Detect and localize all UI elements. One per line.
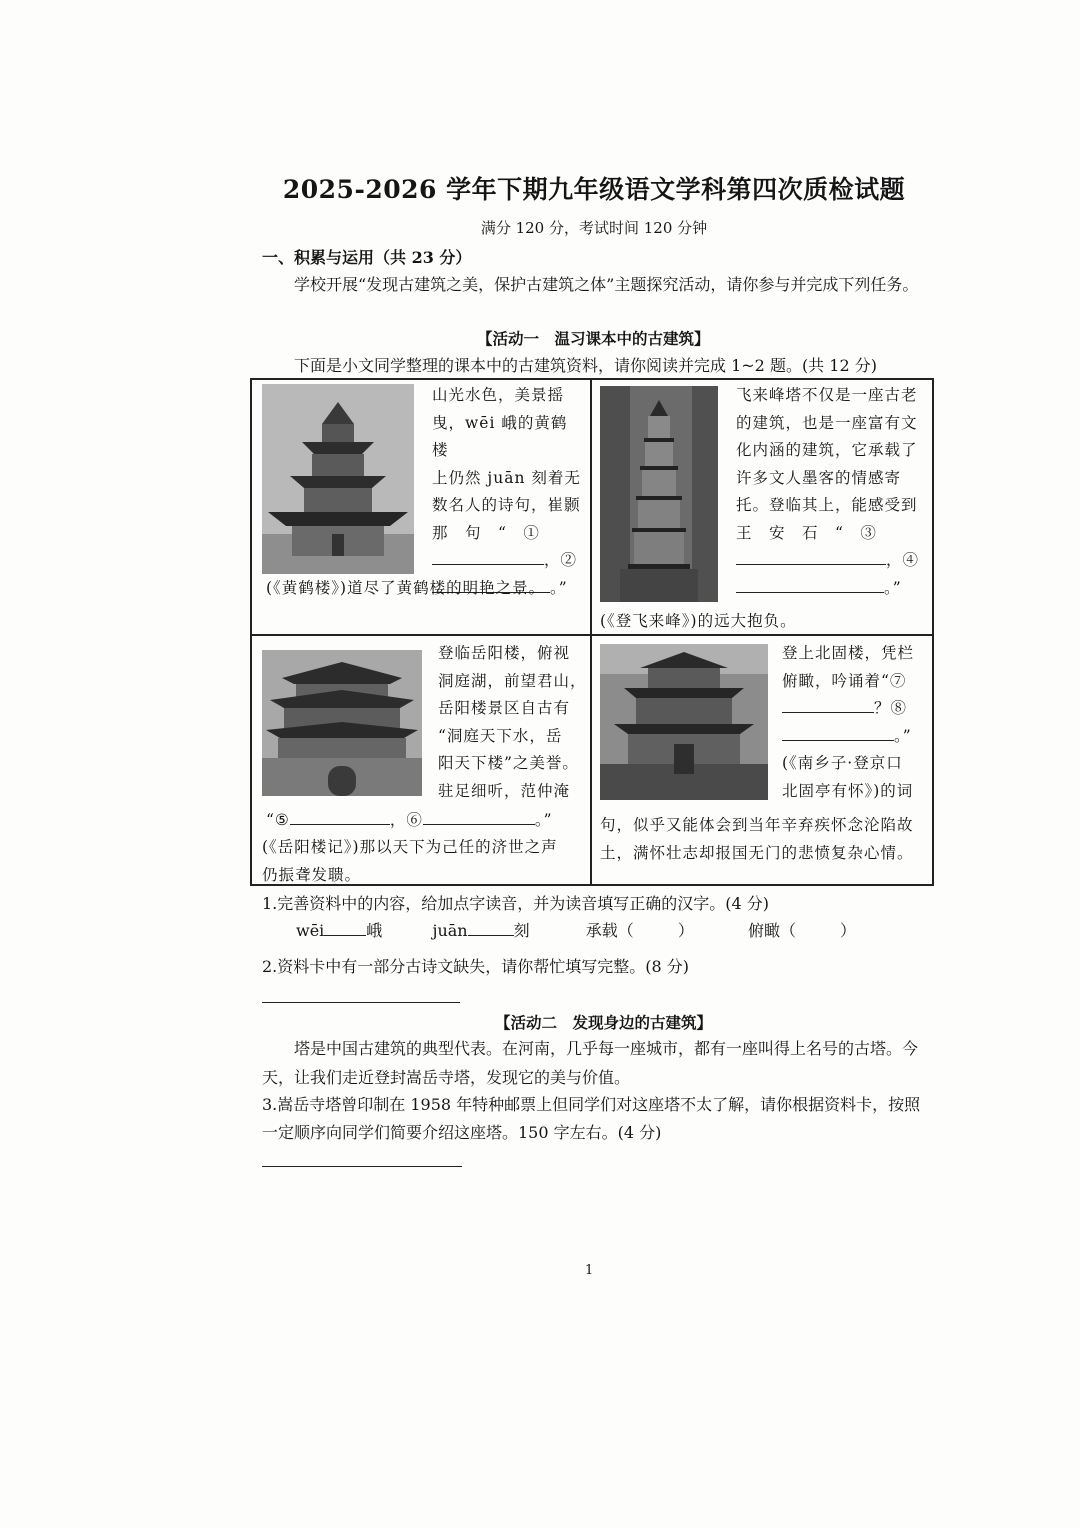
card1-line: 那 句 “ ① bbox=[432, 523, 540, 542]
card2-line: 的建筑，也是一座富有文 bbox=[736, 413, 918, 432]
card4-mark: ？⑧ bbox=[874, 699, 908, 717]
card4-text bbox=[782, 640, 930, 805]
card3-line: 登临岳阳楼，俯视 bbox=[438, 644, 571, 662]
blank-1[interactable] bbox=[432, 564, 544, 565]
pinyin-juan: juān bbox=[432, 921, 468, 940]
card2-source: (《登飞来峰》)的远大抱负。 bbox=[600, 612, 797, 630]
card4-line: 北固亭有怀》)的词 bbox=[782, 781, 914, 800]
question-3-answer-line[interactable] bbox=[262, 1165, 462, 1167]
card4-mark: 。” bbox=[894, 726, 912, 745]
blank-4[interactable] bbox=[736, 592, 884, 593]
beigu-pavilion-image bbox=[600, 644, 768, 800]
card2-line: 许多文人墨客的情感寄 bbox=[736, 468, 902, 487]
card1-mark: 。” bbox=[550, 578, 568, 597]
feilai-peak-pagoda-image bbox=[600, 386, 718, 602]
question-3: 3.嵩岳寺塔曾印制在 1958 年特种邮票上但同学们对这座塔不太了解，请你根据资料卡，按照一定顺序向同学们简要介绍这座塔。150 字左右。(4 分) bbox=[262, 1095, 921, 1142]
card3-line: 驻足细听，范仲淹 bbox=[438, 781, 571, 800]
answer-wei[interactable] bbox=[324, 935, 366, 936]
intro-paragraph: 学校开展“发现古建筑之美，保护古建筑之体”主题探究活动，请你参与并完成下列任务。 bbox=[294, 275, 919, 294]
card2-mark: 。” bbox=[884, 578, 902, 597]
exam-subtitle: 满分 120 分，考试时间 120 分钟 bbox=[480, 219, 708, 237]
word-fukan: 俯瞰（ bbox=[748, 921, 797, 940]
word-chengzai: 承载（ bbox=[585, 921, 634, 940]
paren-close: ） bbox=[840, 921, 857, 940]
activity2-paragraph: 塔是中国古建筑的典型代表。在河南，几乎每一座城市，都有一座叫得上名号的古塔。今天，让我们走近登封嵩岳寺塔，发现它的美与价值。 bbox=[262, 1039, 919, 1087]
activity1-desc: 下面是小文同学整理的课本中的古建筑资料，请你阅读并完成 1~2 题。(共 12 分) bbox=[294, 356, 877, 375]
card1-line: 山光水色，美景摇 bbox=[432, 386, 565, 404]
card1-line: 上仍然 juān 刻着无 bbox=[432, 468, 581, 487]
section-heading: 一、积累与运用（共 23 分） bbox=[262, 248, 472, 267]
question-2: 2.资料卡中有一部分古诗文缺失，请你帮忙填写完整。(8 分) bbox=[262, 957, 690, 976]
card3-line: (《岳阳楼记》)那以天下为己任的济世之声 bbox=[262, 838, 558, 856]
card3-mark: ，⑥ bbox=[389, 811, 423, 829]
card2-line: 化内涵的建筑，它承载了 bbox=[736, 441, 918, 459]
card4-line bbox=[782, 695, 930, 723]
card4-line: 登上北固楼，凭栏 bbox=[782, 644, 915, 662]
blank-5[interactable] bbox=[290, 824, 390, 825]
card4-source bbox=[600, 812, 930, 867]
page-number: 1 bbox=[585, 1263, 594, 1278]
card2-line bbox=[736, 575, 926, 603]
pinyin-wei: wēi bbox=[296, 921, 325, 940]
blank-7[interactable] bbox=[782, 712, 874, 713]
question-1: 1.完善资料中的内容，给加点字读音，并为读音填写正确的汉字。(4 分) bbox=[262, 894, 770, 913]
card3-source bbox=[262, 834, 587, 889]
question-1-items bbox=[296, 918, 856, 941]
card3-line: 岳阳楼景区自古有 bbox=[438, 699, 571, 717]
card3-mark: 。” bbox=[534, 811, 553, 829]
paren-close: ） bbox=[677, 921, 694, 940]
card1-mark: ，② bbox=[544, 551, 578, 569]
card4-line bbox=[782, 723, 930, 751]
card2-line: 王 安 石 “ ③ bbox=[736, 523, 877, 542]
card4-line: 俯瞰，吟诵着“⑦ bbox=[782, 671, 907, 690]
card1-line bbox=[432, 547, 582, 575]
card2-line bbox=[736, 547, 926, 575]
card2-line: 托。登临其上，能感受到 bbox=[736, 496, 918, 514]
card2-text bbox=[736, 382, 926, 602]
card1-line: 曳，wēi 峨的黄鹤楼 bbox=[432, 413, 568, 459]
card4-line: 土，满怀壮志却报国无门的悲愤复杂心情。 bbox=[600, 843, 914, 862]
activity1-heading: 【活动一 温习课本中的古建筑】 bbox=[477, 329, 710, 348]
blank-6[interactable] bbox=[423, 824, 535, 825]
card1-source: (《黄鹤楼》)道尽了黄鹤楼的明艳之景。 bbox=[266, 579, 546, 597]
grid-divider-vertical bbox=[590, 378, 592, 886]
yellow-crane-tower-image bbox=[262, 384, 414, 574]
answer-juan[interactable] bbox=[468, 935, 514, 936]
card2-mark: ，④ bbox=[886, 551, 920, 569]
char-e: 峨 bbox=[366, 921, 383, 940]
blank-8[interactable] bbox=[782, 740, 894, 741]
question-2-answer-line[interactable] bbox=[262, 1001, 460, 1003]
card3-text bbox=[438, 640, 588, 805]
card4-line: 句，似乎又能体会到当年辛弃疾怀念沦陷故 bbox=[600, 816, 914, 834]
activity2-heading: 【活动二 发现身边的古建筑】 bbox=[495, 1013, 713, 1032]
card3-line: 洞庭湖，前望君山， bbox=[438, 671, 587, 690]
card4-line: (《南乡子·登京口 bbox=[782, 754, 903, 772]
blank-3[interactable] bbox=[736, 564, 886, 565]
card3-blanks bbox=[266, 807, 586, 835]
card1-text bbox=[432, 382, 582, 602]
card3-line: 仍振聋发聩。 bbox=[262, 865, 362, 884]
card3-mark: “⑤ bbox=[266, 811, 290, 829]
card1-line: 数名人的诗句，崔颢 bbox=[432, 496, 581, 514]
char-ke: 刻 bbox=[513, 921, 530, 940]
card3-line: “洞庭天下水，岳 bbox=[438, 726, 563, 745]
card2-line: 飞来峰塔不仅是一座古老 bbox=[736, 386, 918, 404]
exam-title: 2025-2026 学年下期九年级语文学科第四次质检试题 bbox=[282, 175, 906, 204]
yueyang-tower-image bbox=[262, 650, 422, 796]
card3-line: 阳天下楼”之美誉。 bbox=[438, 754, 579, 772]
